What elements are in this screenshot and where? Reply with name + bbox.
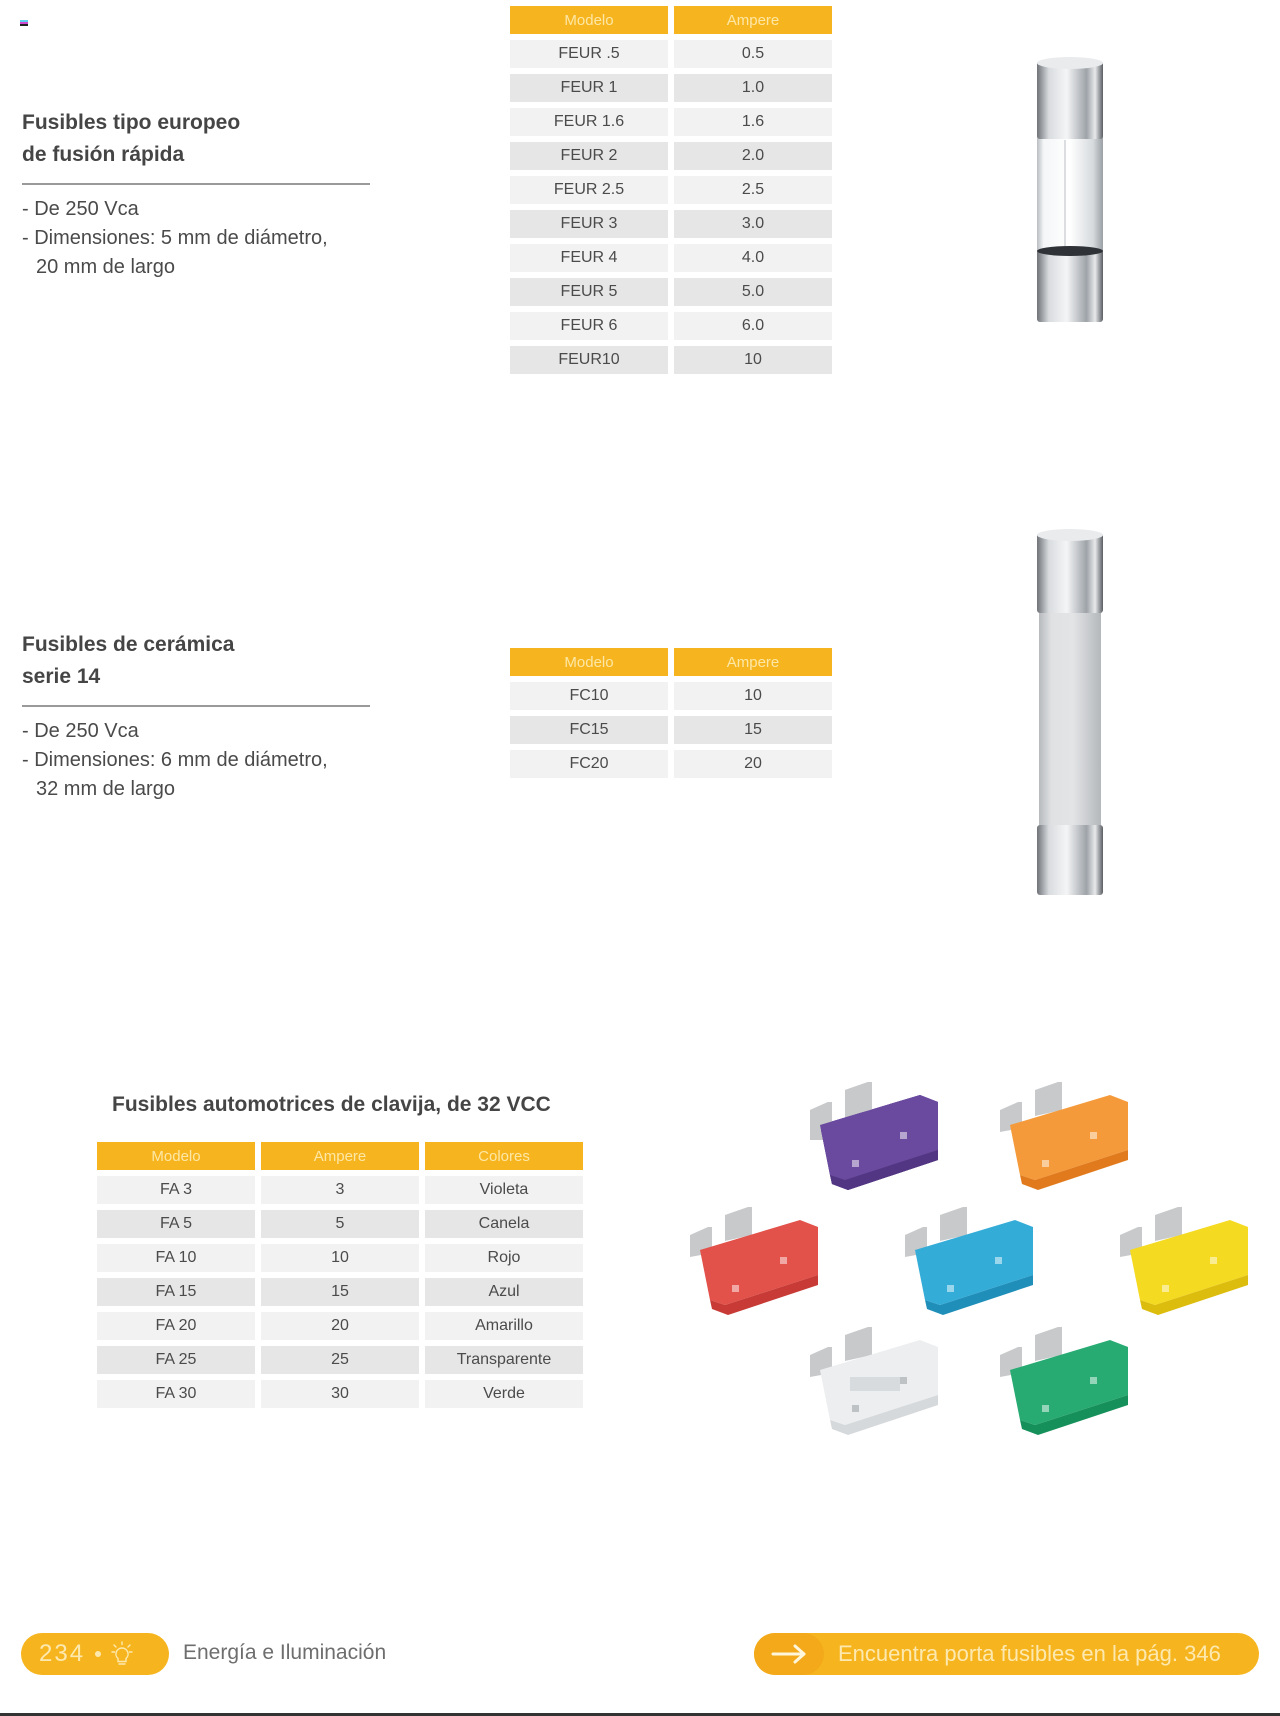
cell-ampere: 25 — [261, 1346, 419, 1374]
cell-modelo: FEUR 4 — [510, 244, 668, 272]
cell-modelo: FEUR 2 — [510, 142, 668, 170]
cell-ampere: 20 — [674, 750, 832, 778]
cell-color: Canela — [425, 1210, 583, 1238]
cell-ampere: 1.0 — [674, 74, 832, 102]
lightbulb-icon — [111, 1641, 133, 1667]
cell-ampere: 10 — [674, 346, 832, 374]
cell-color: Transparente — [425, 1346, 583, 1374]
page-number-badge — [21, 1633, 169, 1675]
spec-list — [22, 195, 370, 282]
table-row — [510, 682, 832, 710]
table-row — [97, 1210, 583, 1238]
cell-modelo: FEUR 1.6 — [510, 108, 668, 136]
cell-ampere: 2.0 — [674, 142, 832, 170]
table-row — [510, 278, 832, 306]
yellow-fuse-icon — [1120, 1207, 1248, 1315]
table-row — [510, 74, 832, 102]
cell-ampere: 2.5 — [674, 176, 832, 204]
blue-fuse-icon — [905, 1207, 1033, 1315]
section-name: Energía e Iluminación — [183, 1641, 387, 1664]
cell-ampere: 10 — [261, 1244, 419, 1272]
cell-ampere: 30 — [261, 1380, 419, 1408]
arrow-button — [754, 1633, 824, 1675]
cell-ampere: 0.5 — [674, 40, 832, 68]
table-row — [97, 1346, 583, 1374]
print-registration-mark — [20, 20, 28, 26]
cell-color: Azul — [425, 1278, 583, 1306]
cell-ampere: 10 — [674, 682, 832, 710]
table-row — [97, 1244, 583, 1272]
section-subtitle: serie 14 — [22, 665, 101, 688]
section-title: Fusibles de cerámica — [22, 633, 235, 656]
cell-modelo: FA 3 — [97, 1176, 255, 1204]
clear-fuse-icon — [810, 1327, 938, 1435]
ceramic-fuse-table — [504, 642, 838, 784]
column-header-ampere: Ampere — [674, 6, 832, 34]
cell-modelo: FA 15 — [97, 1278, 255, 1306]
table-row — [510, 210, 832, 238]
european-fuse-table — [504, 0, 838, 380]
table-row — [97, 1278, 583, 1306]
table-row — [510, 346, 832, 374]
cell-color: Verde — [425, 1380, 583, 1408]
column-header-ampere: Ampere — [674, 648, 832, 676]
cell-ampere: 6.0 — [674, 312, 832, 340]
column-header-ampere: Ampere — [261, 1142, 419, 1170]
section-divider — [22, 705, 370, 707]
table-row — [510, 750, 832, 778]
table-row — [510, 40, 832, 68]
column-header-modelo: Modelo — [97, 1142, 255, 1170]
orange-fuse-icon — [1000, 1082, 1128, 1190]
violet-fuse-icon — [810, 1082, 938, 1190]
spec-item: - De 250 Vca — [22, 198, 139, 220]
cell-modelo: FC15 — [510, 716, 668, 744]
ceramic-fuse-section — [22, 629, 370, 804]
spec-item: 20 mm de largo — [36, 256, 175, 278]
spec-item: - Dimensiones: 6 mm de diámetro, — [22, 749, 328, 771]
cell-modelo: FA 30 — [97, 1380, 255, 1408]
cell-ampere: 4.0 — [674, 244, 832, 272]
automotive-fuse-table — [91, 1136, 589, 1414]
cell-ampere: 3.0 — [674, 210, 832, 238]
cell-modelo: FA 10 — [97, 1244, 255, 1272]
table-row — [97, 1176, 583, 1204]
spec-list — [22, 717, 370, 804]
cell-modelo: FEUR 1 — [510, 74, 668, 102]
cell-ampere: 1.6 — [674, 108, 832, 136]
cell-modelo: FC10 — [510, 682, 668, 710]
european-fuse-section — [22, 107, 370, 282]
table-row — [97, 1380, 583, 1408]
cell-color: Amarillo — [425, 1312, 583, 1340]
section-subtitle: de fusión rápida — [22, 143, 185, 166]
page-number: 234 — [39, 1640, 86, 1667]
blade-fuses-image — [670, 1070, 1270, 1450]
spec-item: - Dimensiones: 5 mm de diámetro, — [22, 227, 328, 249]
table-row — [510, 142, 832, 170]
section-divider — [22, 183, 370, 185]
cell-ampere: 15 — [261, 1278, 419, 1306]
cell-color: Violeta — [425, 1176, 583, 1204]
ceramic-fuse-image — [1035, 527, 1105, 897]
section-title: Fusibles tipo europeo — [22, 111, 241, 134]
table-row — [510, 716, 832, 744]
cell-modelo: FEUR 2.5 — [510, 176, 668, 204]
red-fuse-icon — [690, 1207, 818, 1315]
cell-ampere: 5.0 — [674, 278, 832, 306]
cell-ampere: 15 — [674, 716, 832, 744]
table-row — [510, 312, 832, 340]
glass-fuse-image — [1035, 55, 1105, 325]
table-row — [510, 108, 832, 136]
cta-text: Encuentra porta fusibles en la pág. 346 — [838, 1641, 1221, 1666]
cell-ampere: 3 — [261, 1176, 419, 1204]
spec-item: 32 mm de largo — [36, 778, 175, 800]
cell-modelo: FA 5 — [97, 1210, 255, 1238]
cross-reference-link[interactable] — [754, 1633, 1259, 1675]
column-header-modelo: Modelo — [510, 6, 668, 34]
arrow-right-icon — [770, 1643, 808, 1665]
cell-modelo: FEUR 6 — [510, 312, 668, 340]
cell-modelo: FEUR .5 — [510, 40, 668, 68]
table-row — [510, 244, 832, 272]
spec-item: - De 250 Vca — [22, 720, 139, 742]
cell-ampere: 5 — [261, 1210, 419, 1238]
cell-modelo: FEUR 5 — [510, 278, 668, 306]
green-fuse-icon — [1000, 1327, 1128, 1435]
cell-color: Rojo — [425, 1244, 583, 1272]
column-header-colores: Colores — [425, 1142, 583, 1170]
table-row — [97, 1312, 583, 1340]
bullet-dot — [95, 1651, 101, 1657]
cell-modelo: FA 25 — [97, 1346, 255, 1374]
cell-ampere: 20 — [261, 1312, 419, 1340]
table-row — [510, 176, 832, 204]
cell-modelo: FEUR 3 — [510, 210, 668, 238]
cell-modelo: FEUR10 — [510, 346, 668, 374]
section-title: Fusibles automotrices de clavija, de 32 VCC — [112, 1093, 551, 1116]
cell-modelo: FC20 — [510, 750, 668, 778]
cell-modelo: FA 20 — [97, 1312, 255, 1340]
column-header-modelo: Modelo — [510, 648, 668, 676]
